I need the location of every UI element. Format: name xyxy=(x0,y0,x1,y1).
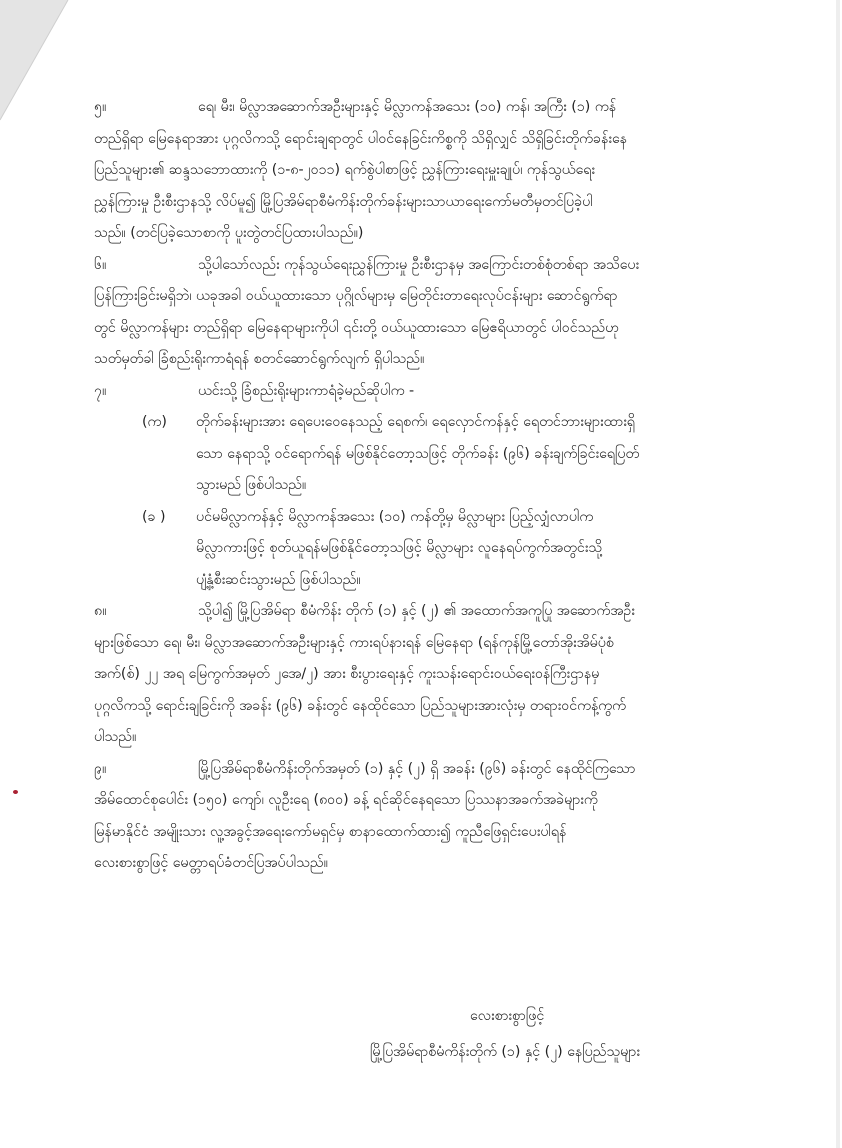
document-body xyxy=(94,92,754,880)
paragraph-line: ၅။ ရေ၊ မီး၊ မိလ္လာအဆောက်အဦးများနှင့် မိလ္လာကန်အသေး (၁၀) ကန်၊ အကြီး (၁) ကန် xyxy=(94,92,754,124)
paragraph-line: ပြည်သူများ၏ ဆန္ဒသဘောထားကို (၁-၈-၂၀၁၁) ရက်စွဲပါစာဖြင့် ညွှန်ကြားရေးမှူးချုပ်၊ ကုန်သွယ်ရေး xyxy=(94,162,596,178)
paragraph-line: လေးစားစွာဖြင့် မေတ္တာရပ်ခံတင်ပြအပ်ပါသည်။ xyxy=(94,855,328,871)
paragraph-line: သတ်မှတ်ခါ ခြံစည်းရိုးကာရံရန် စတင်ဆောင်ရွက်လျက် ရှိပါသည်။ xyxy=(94,351,425,367)
paragraph-9 xyxy=(94,754,754,880)
paragraph-line: တည်ရှိရာ မြေနေရာအား ပုဂ္ဂလိကသို့ ရောင်းချရာတွင် ပါဝင်နေခြင်းကိစ္စကို သိရှိလျှင် သိရှိခြင်းတိုက်ခန်းနေ xyxy=(94,130,628,147)
signer-name: မြို့ပြအိမ်ရာစီမံကိန်းတိုက် (၁) နှင့် (၂) နေပြည်သူများ xyxy=(370,1044,640,1060)
signature-block xyxy=(370,998,750,1070)
sub-item-text: ပင်မမိလ္လာကန်နှင့် မိလ္လာကန်အသေး (၁၀) ကန်တို့မှ မိလ္လာများ ပြည့်လျှံလာပါက မိလ္လာကားဖြင့် စုတ်ယူရန်မဖြစ်နိုင်တော့သဖြင့် မိလ္လာများ လူနေရပ်ကွက်အတွင်းသို့ ပျံ့နှံ့စီးဆင်းသွားမည် ဖြစ်ပါသည်။ xyxy=(196,508,603,588)
paragraph-line: တွင် မိလ္လာကန်များ တည်ရှိရာ မြေနေရာများကိုပါ ၎င်းတို့ ဝယ်ယူထားသော မြေဧရိယာတွင် ပါဝင်သည်ဟု xyxy=(94,319,619,336)
paragraph-line: ညွှန်ကြားမှု ဦးစီးဌာနသို့ လိပ်မူ၍ မြို့ပြအိမ်ရာစီမံကိန်းတိုက်ခန်းများသာယာရေးကော်မတီမှတင်ပြခဲ့ပါ xyxy=(94,193,593,210)
paragraph-line: သည်။ (တင်ပြခဲ့သောစာကို ပူးတွဲတင်ပြထားပါသည်။) xyxy=(94,225,364,241)
paragraph-line: ပုဂ္ဂလိကသို့ ရောင်းချခြင်းကို အခန်း (၉၆) ခန်းတွင် နေထိုင်သော ပြည်သူများအားလုံးမှ တရားဝင်ကန့်ကွက် xyxy=(94,697,627,714)
paragraph-line: များဖြစ်သော ရေ၊ မီး၊ မိလ္လာအဆောက်အဦးများနှင့် ကားရပ်နားရန် မြေနေရာ (ရန်ကုန်မြို့တော်အိုးအိမ်ပုံစံ xyxy=(94,634,614,651)
paragraph-line: အက်(စ်) ၂၂ အရ မြေကွက်အမှတ် ၂အေ/၂) အား စီးပွားရေးနှင့် ကူးသန်းရောင်းဝယ်ရေးဝန်ကြီးဌာနမှ xyxy=(94,666,600,682)
paragraph-line: ပါသည်။ xyxy=(94,729,137,745)
paragraph-6 xyxy=(94,250,754,376)
paragraph-8 xyxy=(94,596,754,754)
sub-item-label: (က) xyxy=(142,414,167,430)
paragraph-line: ၉။ မြို့ပြအိမ်ရာစီမံကိန်းတိုက်အမှတ် (၁) နှင့် (၂) ရှိ အခန်း (၉၆) ခန်းတွင် နေထိုင်ကြသော xyxy=(94,754,754,786)
paragraph-line: ၆။ သို့ပါသော်လည်း ကုန်သွယ်ရေးညွှန်ကြားမှု ဦးစီးဌာနမှ အကြောင်းတစ်စုံတစ်ရာ အသိပေး xyxy=(94,250,754,282)
paragraph-number: ၆။ xyxy=(94,256,107,273)
sub-item-kha xyxy=(142,502,754,597)
sub-item-text: တိုက်ခန်းများအား ရေပေးဝေနေသည့် ရေစက်၊ ရေလှောင်ကန်နှင့် ရေတင်ဘားများထားရှိ သော နေရာသို့ ဝင်ရောက်ရန် မဖြစ်နိုင်တော့သဖြင့် တိုက်ခန်း (၉၆) ခန်းချက်ခြင်းရေပြတ် သွားမည် ဖြစ်ပါသည်။ xyxy=(196,414,640,493)
paragraph-number: ၇။ xyxy=(94,382,107,399)
paragraph-line: ၇။ ယင်းသို့ ခြံစည်းရိုးများကာရံခဲ့မည်ဆိုပါက - xyxy=(94,376,754,408)
paragraph-line: ၈။ သို့ပါ၍ မြို့ပြအိမ်ရာ စီမံကိန်း တိုက် (၁) နှင့် (၂) ၏ အထောက်အကူပြု အဆောက်အဦး xyxy=(94,596,754,628)
paragraph-5 xyxy=(94,92,754,250)
sub-item-label: (ခ ) xyxy=(142,508,166,525)
paragraph-line: အိမ်ထောင်စုပေါင်း (၁၅၀) ကျော်၊ လူဦးရေ (၈၀၀) ခန့် ရင်ဆိုင်နေရသော ပြဿနာအခက်အခဲများကို xyxy=(94,792,598,808)
paragraph-number: ၉။ xyxy=(94,760,107,777)
paragraph-number: ၈။ xyxy=(94,603,107,619)
sub-item-ka xyxy=(142,407,754,502)
paragraph-line: မြန်မာနိုင်ငံ အမျိုးသား လူ့အခွင့်အရေးကော်မရှင်မှ စာနာထောက်ထား၍ ကူညီဖြေရှင်းပေးပါရန် xyxy=(94,823,567,840)
paragraph-number: ၅။ xyxy=(94,99,107,115)
paragraph-7 xyxy=(94,376,754,408)
closing-phrase: လေးစားစွာဖြင့် xyxy=(470,1008,545,1024)
ink-mark xyxy=(13,790,18,794)
paragraph-line: ပြန်ကြားခြင်းမရှိဘဲ၊ ယခုအခါ ဝယ်ယူထားသော ပုဂ္ဂိုလ်များမှ မြေတိုင်းတာရေးလုပ်ငန်းများ ဆောင်ရွက်ရာ xyxy=(94,288,618,304)
